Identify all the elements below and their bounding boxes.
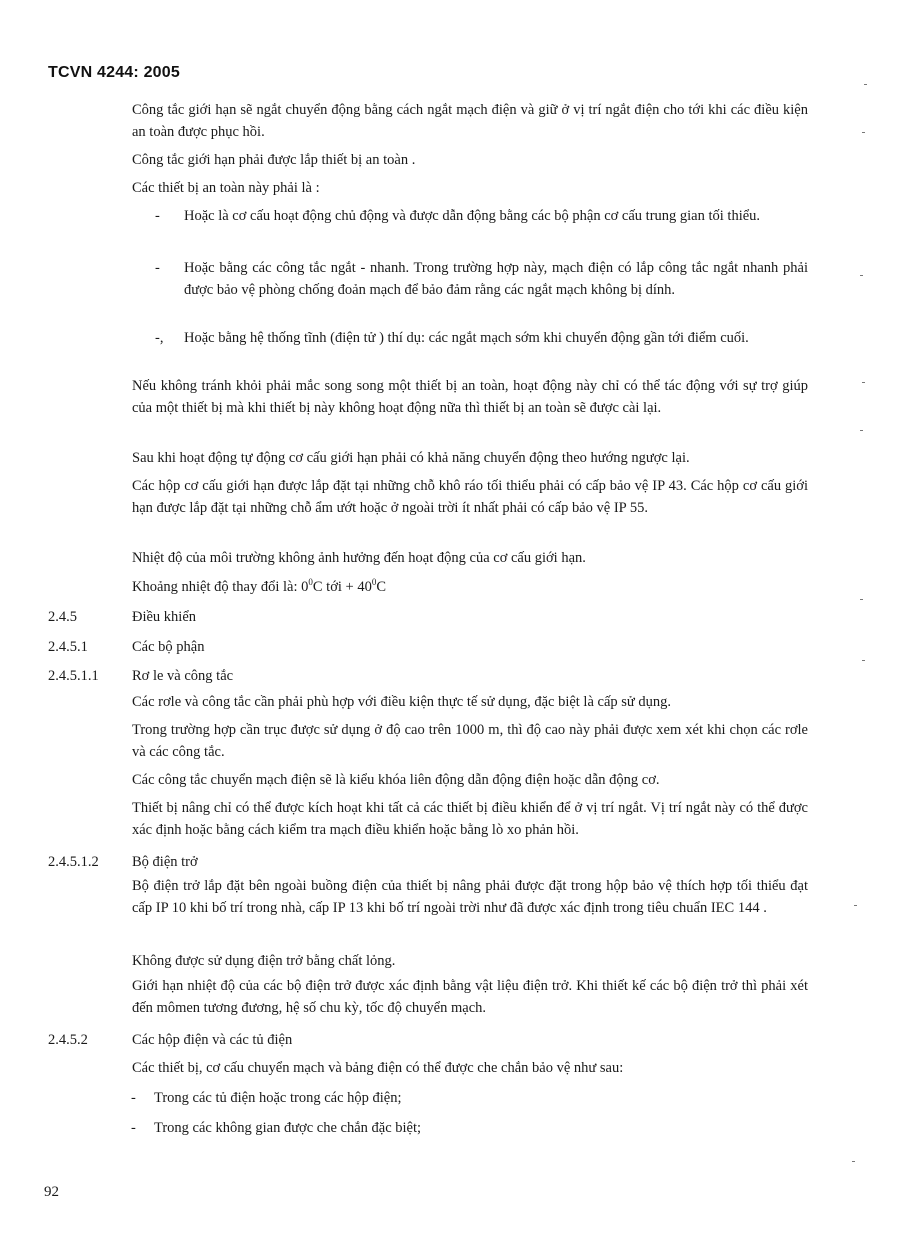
bullet-item: Hoặc bằng các công tắc ngắt - nhanh. Trong trường hợp này, mạch điện có lắp công tắc ngắt nhanh phải được bảo vệ phòng chống đoản mạch để bảo đảm rằng các ngắt mạch không bị dính. xyxy=(184,260,808,298)
scan-speck xyxy=(854,905,857,906)
section-title: Điều khiển xyxy=(132,609,197,625)
section-title: Rơ le và công tắc xyxy=(132,668,234,684)
paragraph: Bộ điện trở lắp đặt bên ngoài buồng điện của thiết bị nâng phải được đặt trong hộp bảo vệ thích hợp tối thiểu đạt cấp IP 10 khi bố trí trong nhà, cấp IP 13 khi bố trí ngoài trời như đã được xác định trong tiêu chuẩn IEC 144 . xyxy=(132,878,808,916)
scan-speck xyxy=(862,382,865,383)
section-number: 2.4.5.1.1 xyxy=(48,668,99,684)
scan-speck xyxy=(852,1161,855,1162)
paragraph: Các thiết bị, cơ cấu chuyển mạch và bảng điện có thể được che chắn bảo vệ như sau: xyxy=(132,1060,624,1076)
document-header: TCVN 4244: 2005 xyxy=(48,64,180,81)
paragraph: Công tắc giới hạn phải được lắp thiết bị an toàn . xyxy=(132,152,416,168)
bullet-item: Trong các không gian được che chắn đặc biệt; xyxy=(154,1120,422,1136)
paragraph: Nhiệt độ của môi trường không ảnh hưởng đến hoạt động của cơ cấu giới hạn. xyxy=(132,550,586,566)
bullet-dash: - xyxy=(155,208,160,224)
scan-speck xyxy=(862,660,865,661)
section-number: 2.4.5.1 xyxy=(48,639,88,655)
paragraph: Các rơle và công tắc cần phải phù hợp với điều kiện thực tế sử dụng, đặc biệt là cấp sử dụng. xyxy=(132,694,672,710)
superscript: 0 xyxy=(371,577,377,588)
section-title: Các bộ phận xyxy=(132,639,205,655)
temperature-range xyxy=(132,576,808,598)
bullet-item: Hoặc bằng hệ thống tĩnh (điện tử ) thí dụ: các ngắt mạch sớm khi chuyển động gần tới điểm cuối. xyxy=(184,330,749,346)
bullet-dash: - xyxy=(155,260,160,276)
paragraph: Không được sử dụng điện trở bằng chất lỏng. xyxy=(132,953,396,969)
section-title: Bộ điện trở xyxy=(132,854,198,870)
paragraph: Thiết bị nâng chỉ có thể được kích hoạt khi tất cả các thiết bị điều khiển để ở vị trí ngắt. Vị trí ngắt này có thể được xác định hoặc bằng cách kiểm tra mạch điều khiển hoặc bằng lò xo phản hồi. xyxy=(132,800,808,838)
section-number: 2.4.5.2 xyxy=(48,1032,88,1048)
scan-speck xyxy=(864,84,867,85)
bullet-item: Trong các tủ điện hoặc trong các hộp điện; xyxy=(154,1090,402,1106)
paragraph: Công tắc giới hạn sẽ ngắt chuyển động bằng cách ngắt mạch điện và giữ ở vị trí ngắt điện cho tới khi các điều kiện an toàn được phục hồi. xyxy=(132,102,808,140)
bullet-dash: - xyxy=(131,1120,136,1136)
bullet-dash: - xyxy=(131,1090,136,1106)
temperature-text: Khoảng nhiệt độ thay đổi là: 0 xyxy=(132,579,309,595)
temperature-text: C xyxy=(376,579,387,595)
paragraph: Trong trường hợp cần trục được sử dụng ở độ cao trên 1000 m, thì độ cao này phải được xem xét khi chọn các rơle và các công tắc. xyxy=(132,722,808,760)
section-number: 2.4.5 xyxy=(48,609,77,625)
paragraph: Các hộp cơ cấu giới hạn được lắp đặt tại những chỗ khô ráo tối thiểu phải có cấp bảo vệ IP 43. Các hộp cơ cấu giới hạn được lắp đặt tại những chỗ ẩm ướt hoặc ở ngoài trời ít nhất phải có cấp bảo vệ IP 55. xyxy=(132,478,808,516)
scan-speck xyxy=(860,599,863,600)
scan-speck xyxy=(860,430,863,431)
page-number: 92 xyxy=(44,1184,59,1200)
section-title: Các hộp điện và các tủ điện xyxy=(132,1032,293,1048)
paragraph: Giới hạn nhiệt độ của các bộ điện trở được xác định bằng vật liệu điện trở. Khi thiết kế các bộ điện trở thì phải xét đến mômen tương đương, hệ số chu kỳ, tốc độ chuyển mạch. xyxy=(132,978,808,1016)
scan-speck xyxy=(860,275,863,276)
temperature-text: C tới + 40 xyxy=(312,579,372,595)
paragraph: Các thiết bị an toàn này phải là : xyxy=(132,180,320,196)
bullet-item: Hoặc là cơ cấu hoạt động chủ động và được dẫn động bằng các bộ phận cơ cấu trung gian tối thiểu. xyxy=(184,208,761,224)
section-number: 2.4.5.1.2 xyxy=(48,854,99,870)
bullet-dash: -, xyxy=(155,330,164,346)
superscript: 0 xyxy=(308,577,313,588)
scan-speck xyxy=(862,132,865,133)
paragraph: Nếu không tránh khỏi phải mắc song song một thiết bị an toàn, hoạt động này chỉ có thể tác động với sự trợ giúp của một thiết bị mà khi thiết bị này không hoạt động nữa thì thiết bị an toàn sẽ được cài lại. xyxy=(132,378,808,416)
paragraph: Sau khi hoạt động tự động cơ cấu giới hạn phải có khả năng chuyển động theo hướng ngược lại. xyxy=(132,450,690,466)
paragraph: Các công tắc chuyển mạch điện sẽ là kiểu khóa liên động dẫn động điện hoặc dẫn động cơ. xyxy=(132,772,660,788)
